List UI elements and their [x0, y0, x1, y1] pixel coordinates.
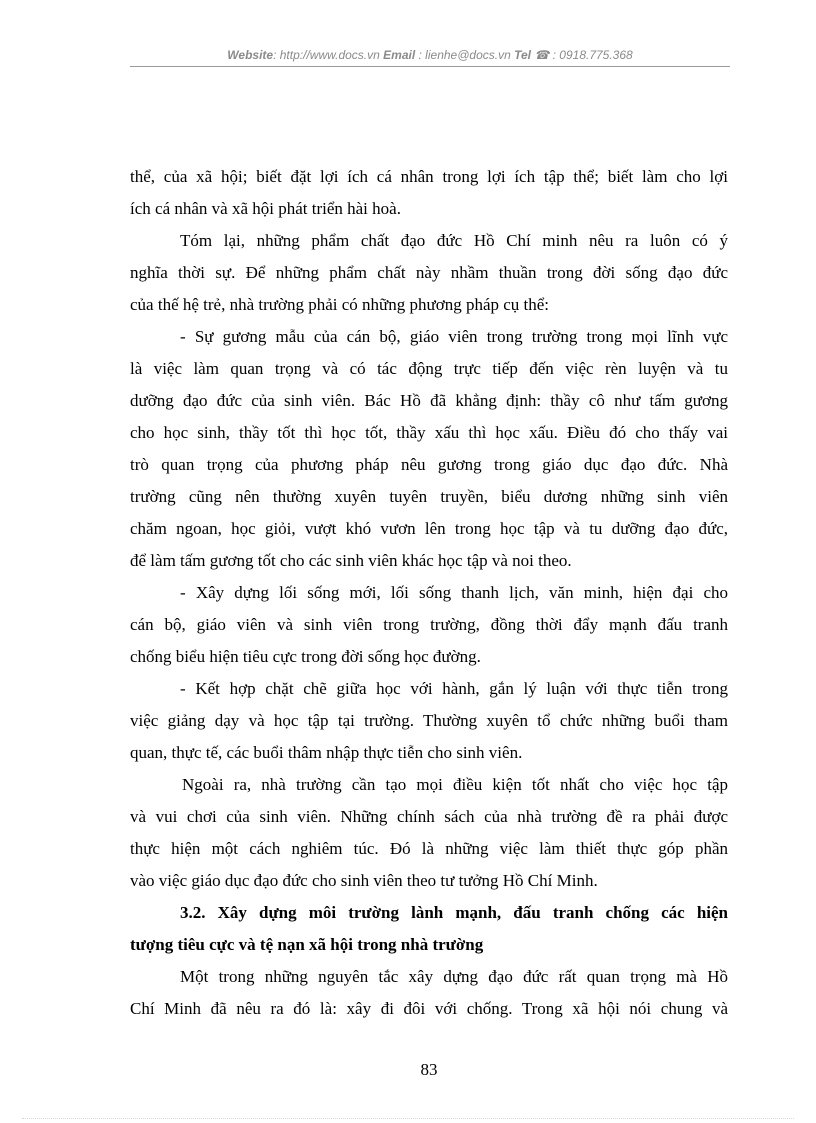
body-line: trò quan trọng của phương pháp nêu gương trong giáo dục đạo đức. Nhà [130, 455, 728, 474]
website-value: : http://www.docs.vn [273, 48, 380, 62]
body-line: là việc làm quan trọng và có tác động trực tiếp đến việc rèn luyện và tu [130, 359, 728, 378]
body-line: của thế hệ trẻ, nhà trường phải có những phương pháp cụ thể: [130, 295, 550, 314]
body-line: Một trong những nguyên tắc xây dựng đạo đức rất quan trọng mà Hồ [180, 967, 728, 986]
body-line: - Sự gương mẫu của cán bộ, giáo viên trong trường trong mọi lĩnh vực [180, 327, 728, 346]
body-line: dưỡng đạo đức của sinh viên. Bác Hồ đã khẳng định: thầy cô như tấm gương [130, 391, 728, 410]
body-line: Chí Minh đã nêu ra đó là: xây đi đôi với chống. Trong xã hội nói chung và [130, 999, 728, 1018]
body-line: thực hiện một cách nghiêm túc. Đó là những việc làm thiết thực góp phần [130, 839, 728, 858]
body-line: - Kết hợp chặt chẽ giữa học với hành, gắn lý luận với thực tiễn trong [180, 679, 728, 698]
tel-value: ☎ : 0918.775.368 [534, 48, 633, 62]
email-value: : lienhe@docs.vn [418, 48, 511, 62]
body-line: việc giảng dạy và học tập tại trường. Thường xuyên tổ chức những buổi tham [130, 711, 728, 730]
page-body [130, 161, 728, 1025]
body-line: - Xây dựng lối sống mới, lối sống thanh lịch, văn minh, hiện đại cho [180, 583, 728, 602]
header-divider [130, 66, 730, 67]
body-line: nghĩa thời sự. Để những phẩm chất này nhầm thuần trong đời sống đạo đức [130, 263, 728, 282]
body-line: cho học sinh, thầy tốt thì học tốt, thầy xấu thì học xấu. Điều đó cho thấy vai [130, 423, 728, 442]
website-label: Website [227, 48, 274, 62]
body-line: ích cá nhân và xã hội phát triển hài hoà. [130, 199, 401, 218]
body-line: Ngoài ra, nhà trường cần tạo mọi điều kiện tốt nhất cho việc học tập [182, 775, 728, 794]
body-line: Tóm lại, những phẩm chất đạo đức Hồ Chí minh nêu ra luôn có ý [180, 231, 728, 250]
body-line: chống biểu hiện tiêu cực trong đời sống học đường. [130, 647, 481, 666]
section-heading: 3.2. Xây dựng môi trường lành mạnh, đấu tranh chống các hiện [180, 903, 728, 922]
body-line: trường cũng nên thường xuyên tuyên truyền, biểu dương những sinh viên [130, 487, 728, 506]
body-line: thể, của xã hội; biết đặt lợi ích cá nhân trong lợi ích tập thể; biết làm cho lợi [130, 167, 728, 186]
body-line: chăm ngoan, học giỏi, vượt khó vươn lên trong học tập và tu dưỡng đạo đức, [130, 519, 728, 538]
body-line: quan, thực tế, các buổi thâm nhập thực tiễn cho sinh viên. [130, 743, 523, 762]
body-line: vào việc giáo dục đạo đức cho sinh viên theo tư tưởng Hồ Chí Minh. [130, 871, 598, 890]
body-line: cán bộ, giáo viên và sinh viên trong trường, đồng thời đẩy mạnh đấu tranh [130, 615, 728, 634]
page-number: 83 [420, 1060, 438, 1079]
page-header [130, 48, 730, 62]
section-heading: tượng tiêu cực và tệ nạn xã hội trong nhà trường [130, 935, 484, 954]
email-label: Email [383, 48, 416, 62]
body-line: và vui chơi của sinh viên. Những chính sách của nhà trường đề ra phải được [130, 807, 728, 826]
tel-label: Tel [514, 48, 531, 62]
footer-dotted-rule [22, 1118, 794, 1119]
body-line: để làm tấm gương tốt cho các sinh viên khác học tập và noi theo. [130, 551, 572, 570]
